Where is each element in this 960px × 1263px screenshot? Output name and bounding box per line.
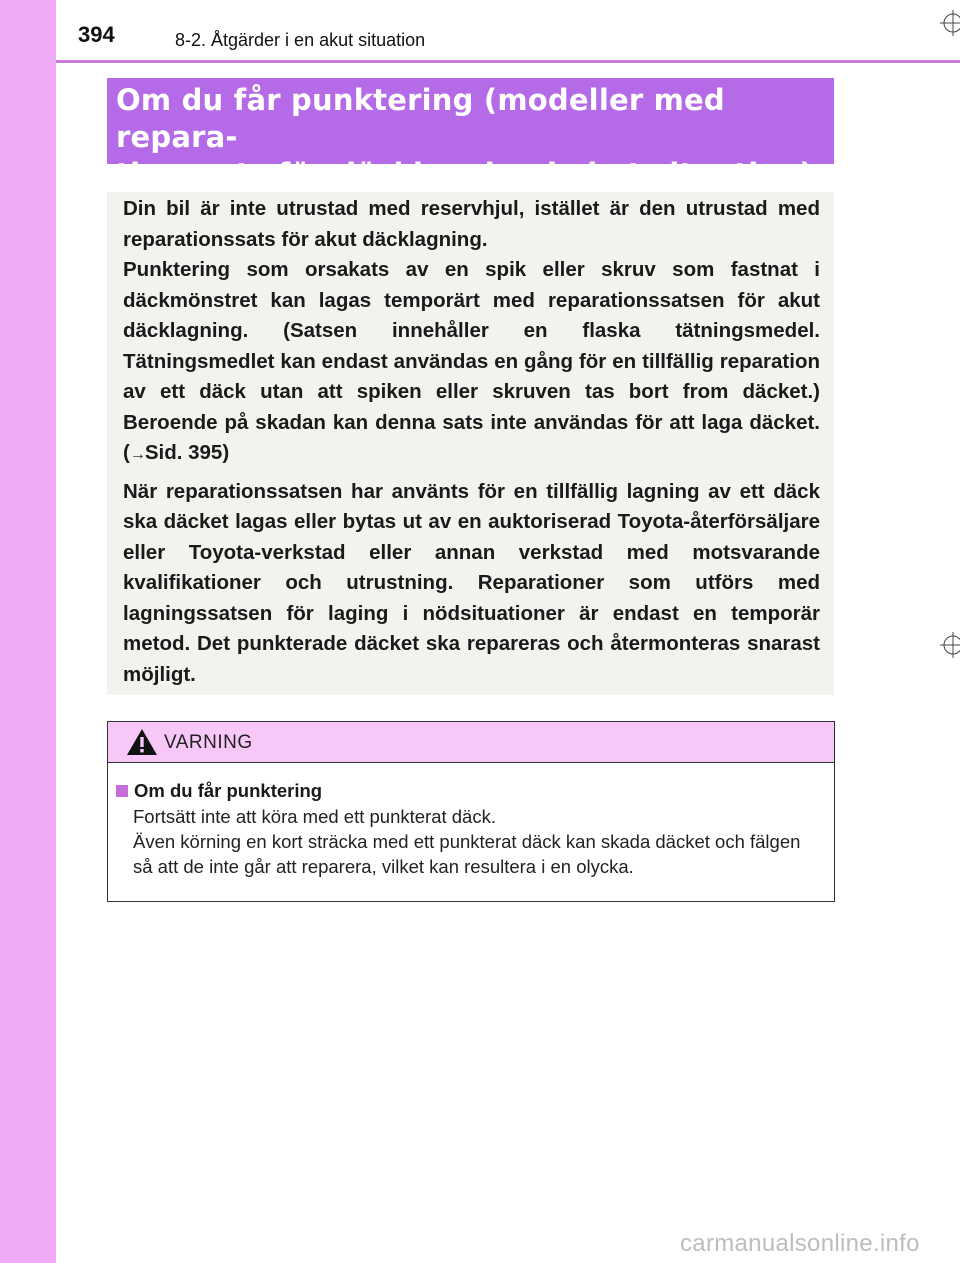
warning-label: VARNING xyxy=(164,732,253,753)
crop-mark-icon xyxy=(940,632,960,658)
topic-heading-line1: Om du får punktering (modeller med repara- xyxy=(116,83,725,154)
topic-heading xyxy=(107,78,834,191)
reference-arrow-icon: → xyxy=(129,446,145,463)
warning-box xyxy=(107,721,835,902)
warning-text-line1: Fortsätt inte att köra med ett punkterat däck. xyxy=(133,806,496,827)
intro-panel xyxy=(107,192,834,695)
warning-header xyxy=(108,722,834,763)
intro-paragraph-3: När reparationssatsen har använts för en tillfällig lagning av ett däck ska däcket lagas eller bytas ut av en auktoriserad Toyota-återförsäljare eller Toyota-verkstad eller annan verkstad med motsvarande kvalifikationer och utrustning. Reparationer som utförs med lagningssatsen för laging i nödsituationer är endast en temporär metod. Det punkterade däcket ska repareras och återmonteras snarast möjligt. xyxy=(123,479,820,686)
warning-item-title xyxy=(116,778,820,804)
warning-body xyxy=(108,763,834,879)
warning-item-title-text: Om du får punktering xyxy=(134,780,323,801)
section-title: 8-2. Åtgärder i en akut situation xyxy=(175,30,426,50)
intro-paragraph-2-text: Punktering som orsakats av en spik eller skruv som fastnat i däckmönstret kan lagas temporärt med reparationssatsen för akut däcklagning. (Satsen innehåller en flaska tätningsmedel. Tätningsmedlet kan endast användas en gång för en tillfällig reparation av ett däck utan att spiken eller skruven tas bort from däcket.) Beroende på skadan kan denna sats inte användas för att laga däcket. ( xyxy=(123,258,820,464)
warning-text-line2: Även körning en kort sträcka med ett punkterat däck kan skada däcket och fälgen så att de inte går att reparera, vilket kan resultera i en olycka. xyxy=(133,831,801,877)
warning-triangle-icon xyxy=(126,728,158,756)
watermark: carmanualsonline.info xyxy=(680,1230,920,1257)
topic-heading-line2: tionssats för däcklagning i akut situation) xyxy=(116,157,813,191)
intro-paragraph-1: Din bil är inte utrustad med reservhjul, istället är den utrustad med reparationssats för akut däcklagning. xyxy=(123,197,820,251)
page-reference-link[interactable]: Sid. 395) xyxy=(144,441,230,464)
crop-mark-icon xyxy=(940,10,960,36)
page-sidebar-tab xyxy=(0,0,56,1263)
page-number: 394 xyxy=(78,22,115,47)
header-divider xyxy=(56,60,960,63)
intro-paragraph-2 xyxy=(123,255,820,471)
square-bullet-icon xyxy=(116,785,128,797)
